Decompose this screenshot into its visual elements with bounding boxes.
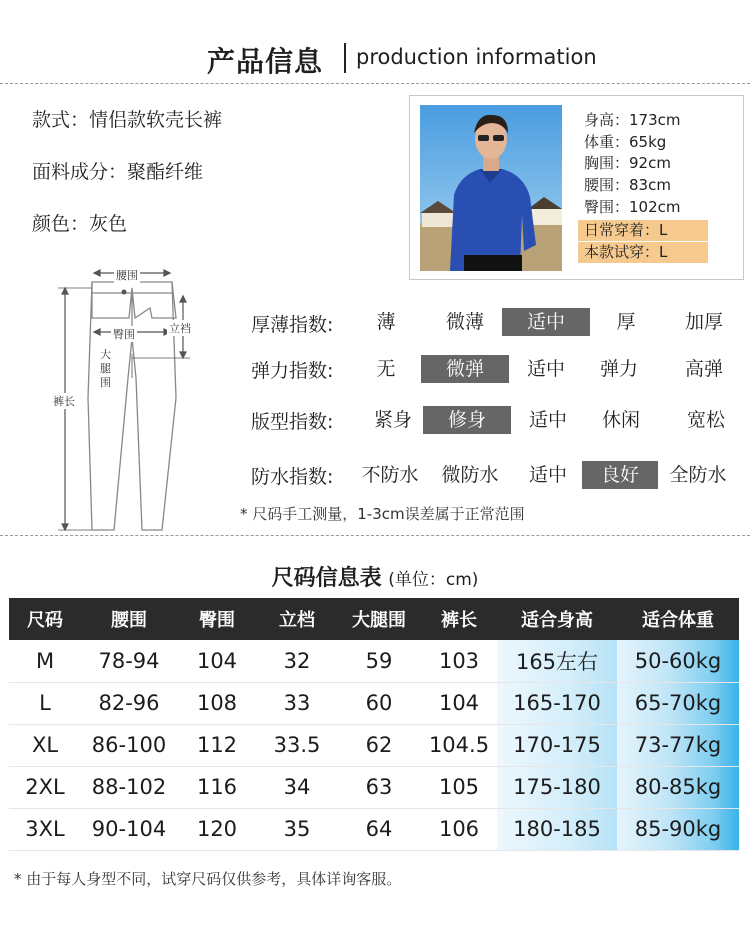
table-cell: 78-94 (81, 640, 177, 682)
option-waterproof-0: 不防水 (361, 464, 419, 486)
table-row (9, 766, 739, 808)
table-cell: 62 (337, 724, 421, 766)
table-cell: 73-77kg (617, 724, 739, 766)
table-cell: 64 (337, 808, 421, 850)
option-waterproof-4: 全防水 (669, 464, 727, 486)
table-cell: 106 (421, 808, 497, 850)
table-cell: 32 (257, 640, 337, 682)
model-tried-size: 本款试穿：L (578, 242, 708, 263)
option-fit-0: 紧身 (373, 409, 412, 431)
column-header: 裤长 (421, 598, 497, 640)
table-cell: 165-170 (497, 682, 617, 724)
model-photo (420, 105, 562, 271)
column-header: 臀围 (177, 598, 257, 640)
table-cell: 86-100 (81, 724, 177, 766)
table-cell: L (9, 682, 81, 724)
option-thickness-selected: 适中 (502, 308, 590, 336)
table-cell: 33.5 (257, 724, 337, 766)
diagram-label-length: 裤长 (53, 395, 75, 408)
size-table-unit: (单位：cm) (388, 570, 479, 590)
column-header: 适合体重 (617, 598, 739, 640)
diagram-label-rise: 立裆 (169, 322, 191, 335)
table-cell: 88-102 (81, 766, 177, 808)
table-row (9, 640, 739, 682)
table-cell: 120 (177, 808, 257, 850)
option-thickness-0: 薄 (376, 311, 396, 333)
size-table-title (0, 561, 750, 592)
table-cell: 82-96 (81, 682, 177, 724)
table-cell: 104 (177, 640, 257, 682)
option-fit-2: 适中 (528, 409, 567, 431)
diagram-label-hip: 臀围 (113, 328, 135, 341)
table-cell: 103 (421, 640, 497, 682)
table-cell: 33 (257, 682, 337, 724)
table-cell: 170-175 (497, 724, 617, 766)
option-elasticity-selected: 微弹 (421, 355, 509, 383)
table-row (9, 682, 739, 724)
option-elasticity-2: 适中 (526, 358, 565, 380)
spec-color: 颜色：灰色 (32, 213, 128, 235)
table-cell: 63 (337, 766, 421, 808)
model-chest: 胸围：92cm (584, 154, 671, 172)
diagram-label-thigh: 大腿围 (100, 348, 111, 389)
table-cell: 2XL (9, 766, 81, 808)
page-subtitle: production information (356, 45, 597, 69)
model-weight: 体重：65kg (584, 133, 667, 151)
table-cell: 59 (337, 640, 421, 682)
index-label-thickness: 厚薄指数: (251, 314, 334, 336)
table-cell: 116 (177, 766, 257, 808)
table-cell: XL (9, 724, 81, 766)
option-fit-4: 宽松 (686, 409, 725, 431)
table-cell: 104.5 (421, 724, 497, 766)
table-cell: 105 (421, 766, 497, 808)
option-fit-selected: 修身 (423, 406, 511, 434)
option-elasticity-4: 高弹 (684, 358, 723, 380)
header-separator (0, 83, 750, 84)
option-elasticity-0: 无 (376, 358, 396, 380)
option-waterproof-2: 适中 (528, 464, 567, 486)
model-daily-size: 日常穿着：L (578, 220, 708, 241)
index-label-waterproof: 防水指数: (251, 466, 334, 488)
column-header: 适合身高 (497, 598, 617, 640)
option-elasticity-3: 弹力 (599, 358, 638, 380)
table-cell: M (9, 640, 81, 682)
index-label-elasticity: 弹力指数: (251, 360, 334, 382)
table-cell: 50-60kg (617, 640, 739, 682)
table-cell: 108 (177, 682, 257, 724)
table-cell: 90-104 (81, 808, 177, 850)
option-waterproof-1: 微防水 (441, 464, 499, 486)
table-cell: 104 (421, 682, 497, 724)
table-row (9, 808, 739, 850)
spec-fabric: 面料成分：聚酯纤维 (32, 161, 204, 183)
table-cell: 180-185 (497, 808, 617, 850)
pants-measurement-diagram (40, 258, 215, 538)
title-divider (344, 43, 346, 73)
model-waist: 腰围：83cm (584, 176, 671, 194)
size-table (9, 598, 739, 851)
model-hip: 臀围：102cm (584, 198, 681, 216)
model-info-card (409, 95, 744, 280)
option-thickness-3: 厚 (616, 311, 636, 333)
table-cell: 60 (337, 682, 421, 724)
model-height: 身高：173cm (584, 111, 681, 129)
spec-style: 款式：情侣款软壳长裤 (32, 109, 223, 131)
option-thickness-1: 微薄 (445, 311, 484, 333)
option-thickness-4: 加厚 (684, 311, 723, 333)
column-header: 尺码 (9, 598, 81, 640)
table-cell: 85-90kg (617, 808, 739, 850)
option-waterproof-selected: 良好 (582, 461, 658, 489)
column-header: 大腿围 (337, 598, 421, 640)
column-header: 立档 (257, 598, 337, 640)
column-header: 腰围 (81, 598, 177, 640)
table-cell: 34 (257, 766, 337, 808)
table-cell: 112 (177, 724, 257, 766)
size-table-heading: 尺码信息表 (271, 566, 382, 591)
size-disclaimer-note: * 由于每人身型不同，试穿尺码仅供参考，具体详询客服。 (14, 870, 402, 888)
measurement-note: * 尺码手工测量，1-3cm误差属于正常范围 (240, 505, 525, 523)
table-cell: 3XL (9, 808, 81, 850)
page-title: 产品信息 (207, 45, 324, 78)
table-cell: 175-180 (497, 766, 617, 808)
index-label-fit: 版型指数: (251, 411, 334, 433)
table-cell: 35 (257, 808, 337, 850)
size-table-header-row (9, 598, 739, 640)
table-cell: 80-85kg (617, 766, 739, 808)
table-cell: 65-70kg (617, 682, 739, 724)
diagram-label-waist: 腰围 (116, 269, 138, 282)
table-row (9, 724, 739, 766)
section-separator (0, 535, 750, 536)
option-fit-3: 休闲 (601, 409, 640, 431)
table-cell: 165左右 (497, 640, 617, 682)
